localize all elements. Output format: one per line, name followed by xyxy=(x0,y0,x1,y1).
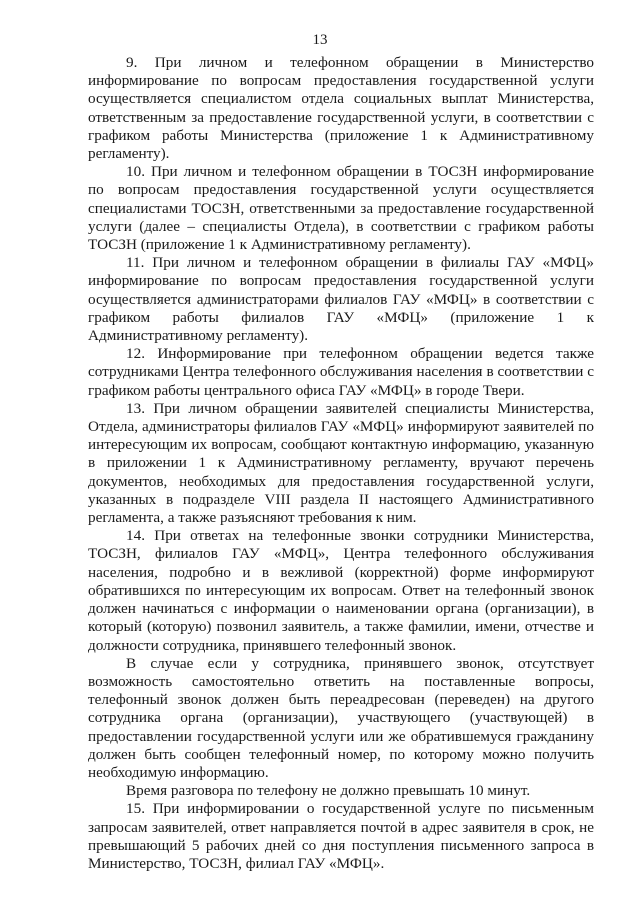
paragraph-14-case: В случае если у сотрудника, принявшего звонок, отсутствует возможность самостоятельно ответить на поставленные вопросы, телефонный звонок должен быть переадресован (переведен) на другого сотрудника органа (организации), участвующего (участвующей) в предоставлении государственной услуги или же обратившемуся гражданину должен быть сообщен телефонный номер, по которому можно получить необходимую информацию. xyxy=(88,654,594,781)
paragraph-14-time-limit: Время разговора по телефону не должно превышать 10 минут. xyxy=(126,782,531,800)
document-body xyxy=(88,54,594,873)
paragraph-14: 14. При ответах на телефонные звонки сотрудники Министерства, ТОСЗН, филиалов ГАУ «МФЦ», Центра телефонного обслуживания населения, подробно и в вежливой (корректной) форме информируют обратившихся по интересующим их вопросам. Ответ на телефонный звонок должен начинаться с информации о наименовании органа (организации), в который (которую) позвонил заявитель, а также фамилии, имени, отчестве и должности сотрудника, принявшего телефонный звонок. xyxy=(88,527,594,654)
paragraph-12: 12. Информирование при телефонном обращении ведется также сотрудниками Центра телефонного обслуживания населения в соответствии с графиком работы центрального офиса ГАУ «МФЦ» в городе Твери. xyxy=(88,345,594,399)
paragraph-9: 9. При личном и телефонном обращении в Министерство информирование по вопросам предоставления государственной услуги осуществляется специалистом отдела социальных выплат Министерства, ответственным за предоставление государственной услуги, в соответствии с графиком работы Министерства (приложение 1 к Административному регламенту). xyxy=(88,54,594,163)
paragraph-15: 15. При информировании о государственной услуге по письменным запросам заявителей, ответ направляется почтой в адрес заявителя в срок, не превышающий 5 рабочих дней со дня поступления письменного запроса в Министерство, ТОСЗН, филиал ГАУ «МФЦ». xyxy=(88,800,594,872)
paragraph-13: 13. При личном обращении заявителей специалисты Министерства, Отдела, администраторы филиалов ГАУ «МФЦ» информируют заявителей по интересующим их вопросам, сообщают контактную информацию, указанную в приложении 1 к Административному регламенту, вручают перечень документов, необходимых для предоставления государственной услуги, указанных в подразделе VIII раздела II настоящего Административного регламента, а также разъясняют требования к ним. xyxy=(88,399,594,527)
page-number: 13 xyxy=(312,32,328,48)
paragraph-11: 11. При личном и телефонном обращении в филиалы ГАУ «МФЦ» информирование по вопросам предоставления государственной услуги осуществляется администраторами филиалов ГАУ «МФЦ» в соответствии с графиком работы филиалов ГАУ «МФЦ» (приложение 1 к Административному регламенту). xyxy=(88,254,594,345)
paragraph-10: 10. При личном и телефонном обращении в ТОСЗН информирование по вопросам предоставления государственной услуги осуществляется специалистами ТОСЗН, ответственными за предоставление государственной услуги (далее – специалисты Отдела), в соответствии с графиком работы ТОСЗН (приложение 1 к Административному регламенту). xyxy=(88,163,594,254)
